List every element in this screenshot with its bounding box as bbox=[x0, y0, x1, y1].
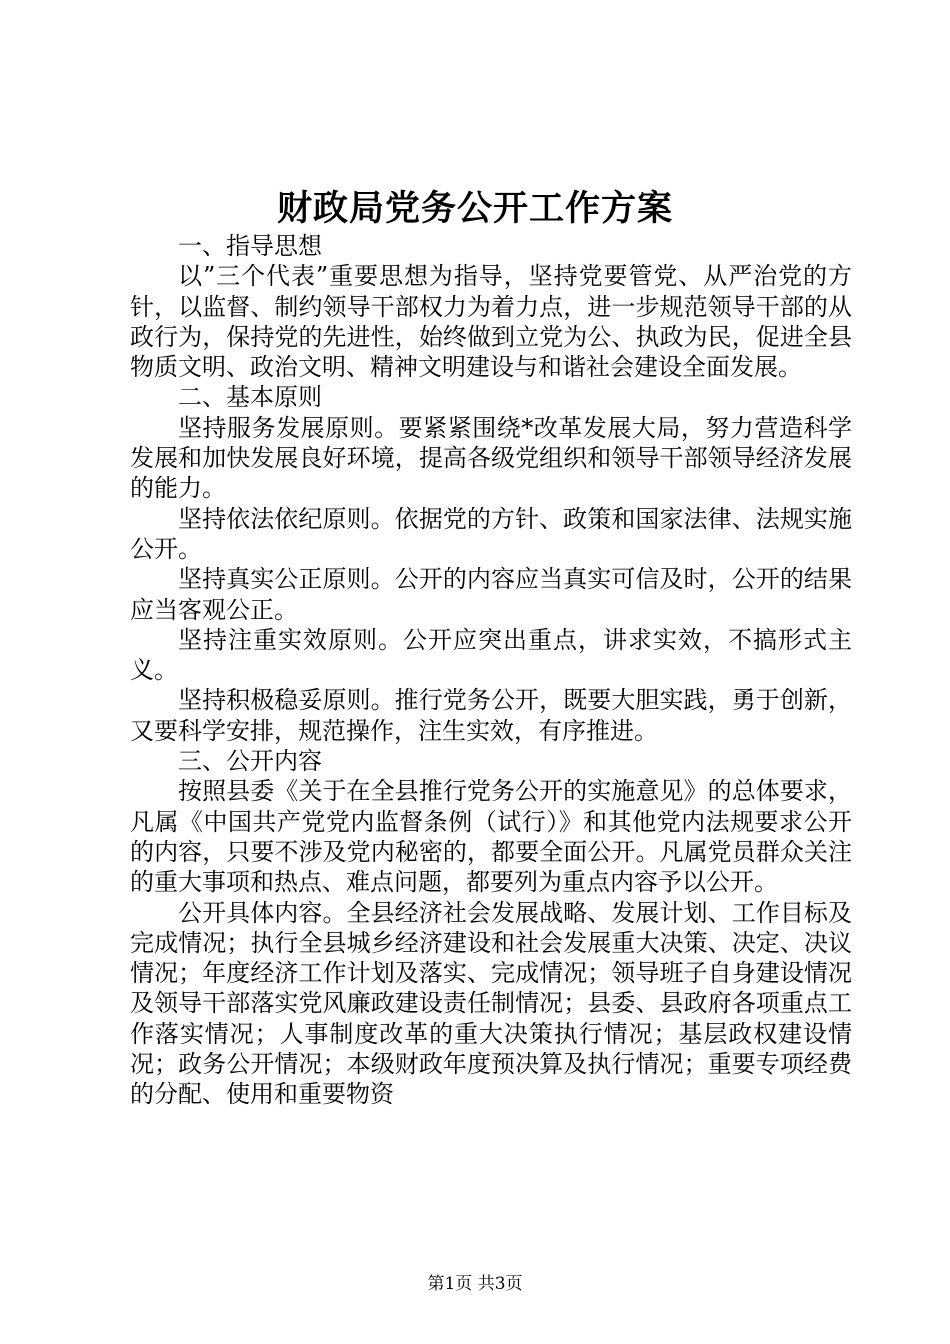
body-paragraph: 坚持依法依纪原则。依据党的方针、政策和国家法律、法规实施公开。 bbox=[130, 504, 852, 563]
body-paragraph: 坚持真实公正原则。公开的内容应当真实可信及时，公开的结果应当客观公正。 bbox=[130, 565, 852, 624]
body-paragraph: 坚持服务发展原则。要紧紧围绕*改革发展大局，努力营造科学发展和加快发展良好环境，提高各级党组织和领导干部领导经济发展的能力。 bbox=[130, 413, 852, 503]
body-paragraph: 公开具体内容。全县经济社会发展战略、发展计划、工作目标及完成情况；执行全县城乡经济建设和社会发展重大决策、决定、决议情况；年度经济工作计划及落实、完成情况；领导班子自身建设情况及领导干部落实党风廉政建设责任制情况；县委、县政府各项重点工作落实情况；人事制度改革的重大决策执行情况；基层政权建设情况；政务公开情况；本级财政年度预决算及执行情况；重要专项经费的分配、使用和重要物资 bbox=[130, 898, 852, 1109]
section-heading-basic-principles: 二、基本原则 bbox=[178, 383, 322, 412]
section-heading-public-content: 三、公开内容 bbox=[178, 747, 322, 776]
body-paragraph: 按照县委《关于在全县推行党务公开的实施意见》的总体要求，凡属《中国共产党党内监督条例（试行）》和其他党内法规要求公开的内容，只要不涉及党内秘密的，都要全面公开。凡属党员群众关注的重大事项和热点、难点问题，都要列为重点内容予以公开。 bbox=[130, 777, 852, 897]
document-body bbox=[130, 231, 852, 1110]
page-number-footer: 第1页 共3页 bbox=[427, 1274, 523, 1294]
document-title: 财政局党务公开工作方案 bbox=[276, 188, 673, 229]
section-heading-guiding-ideology: 一、指导思想 bbox=[178, 232, 322, 260]
body-paragraph: 坚持注重实效原则。公开应突出重点，讲求实效，不搞形式主义。 bbox=[130, 625, 852, 685]
body-paragraph: 坚持积极稳妥原则。推行党务公开，既要大胆实践，勇于创新，又要科学安排，规范操作，注生实效，有序推进。 bbox=[130, 686, 852, 745]
body-paragraph: 以”三个代表”重要思想为指导，坚持党要管党、从严治党的方针，以监督、制约领导干部权力为着力点，进一步规范领导干部的从政行为，保持党的先进性，始终做到立党为公、执政为民，促进全县物质文明、政治文明、精神文明建设与和谐社会建设全面发展。 bbox=[130, 262, 852, 382]
